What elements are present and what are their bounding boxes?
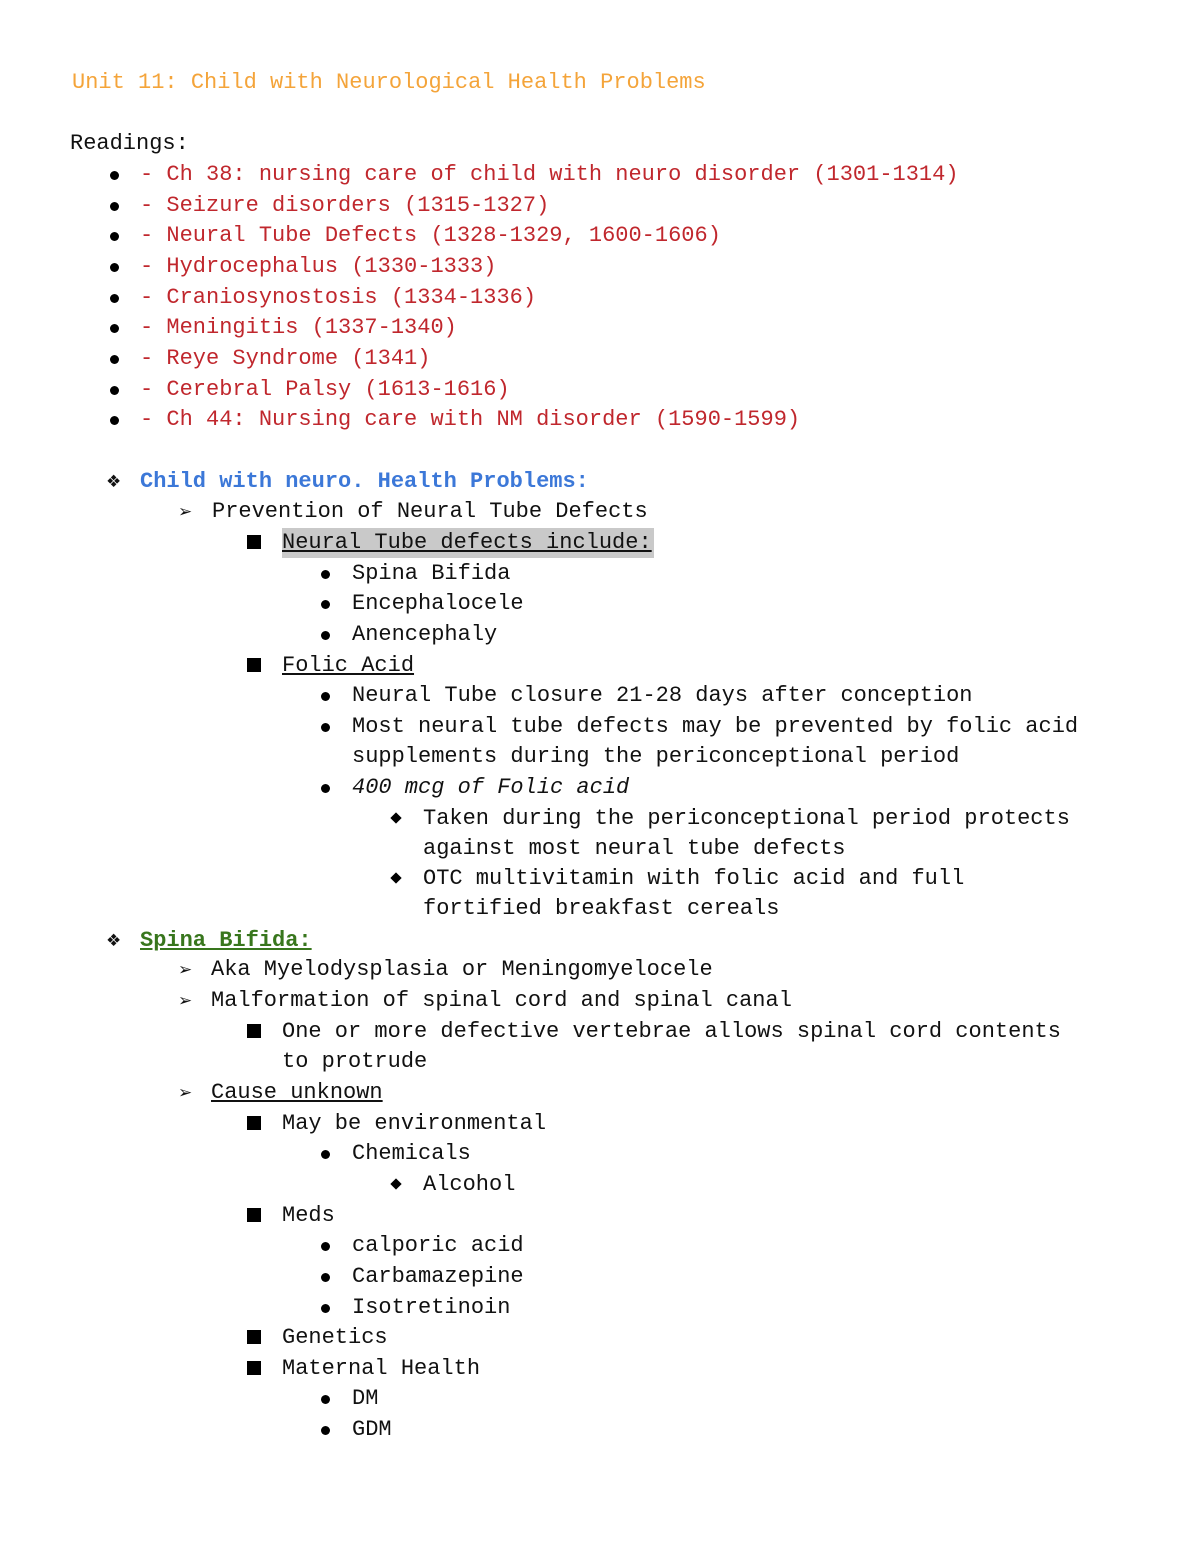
readings-label: Readings: xyxy=(70,131,189,156)
diamond-small-icon xyxy=(390,812,401,823)
folic-item: Neural Tube closure 21-28 days after conception xyxy=(352,683,973,708)
folic-item-continued: supplements during the periconceptional period xyxy=(352,744,960,769)
reading-item: - Ch 38: nursing care of child with neuro disorder (1301-1314) xyxy=(140,162,959,187)
arrow-bullet-icon: ➢ xyxy=(178,991,193,1011)
arrow-bullet-icon: ➢ xyxy=(178,960,193,980)
diamond-small-icon xyxy=(390,1178,401,1189)
prevention-item: Prevention of Neural Tube Defects xyxy=(212,499,648,524)
reading-item: - Meningitis (1337-1340) xyxy=(140,315,457,340)
meds-item: Meds xyxy=(282,1203,335,1228)
arrow-bullet-icon: ➢ xyxy=(178,1083,193,1103)
square-bullet-icon xyxy=(247,1208,261,1222)
ntd-item: Spina Bifida xyxy=(352,561,511,586)
bullet-dot-icon xyxy=(321,692,330,701)
ntd-item: Encephalocele xyxy=(352,591,524,616)
med-item: calporic acid xyxy=(352,1233,524,1258)
folic-acid-label: Folic Acid xyxy=(282,653,415,678)
reading-item: - Ch 44: Nursing care with NM disorder (1590-1599) xyxy=(140,407,801,432)
square-bullet-icon xyxy=(247,1330,261,1344)
bullet-dot-icon xyxy=(110,202,119,211)
environmental-item: May be environmental xyxy=(282,1111,547,1136)
folic-dose-item: 400 mcg of Folic acid xyxy=(352,775,630,800)
section-heading-neuro: Child with neuro. Health Problems: xyxy=(140,469,589,494)
reading-item: - Craniosynostosis (1334-1336) xyxy=(140,285,537,310)
page-title: Unit 11: Child with Neurological Health Problems xyxy=(72,70,706,95)
defective-item-continued: to protrude xyxy=(282,1049,428,1074)
reading-item: - Hydrocephalus (1330-1333) xyxy=(140,254,497,279)
arrow-bullet-icon: ➢ xyxy=(178,502,193,522)
bullet-dot-icon xyxy=(321,1304,330,1313)
bullet-dot-icon xyxy=(110,263,119,272)
diamond-bullet-icon: ❖ xyxy=(106,931,122,951)
square-bullet-icon xyxy=(247,658,261,672)
section-heading-spina-bifida: Spina Bifida: xyxy=(140,928,312,953)
ntd-item: Anencephaly xyxy=(352,622,498,647)
folic-sub-item-continued: fortified breakfast cereals xyxy=(423,896,780,921)
bullet-dot-icon xyxy=(321,1150,330,1159)
bullet-dot-icon xyxy=(321,784,330,793)
bullet-dot-icon xyxy=(110,416,119,425)
bullet-dot-icon xyxy=(321,1273,330,1282)
square-bullet-icon xyxy=(247,1116,261,1130)
bullet-dot-icon xyxy=(321,631,330,640)
bullet-dot-icon xyxy=(110,294,119,303)
ntd-include-label: Neural Tube defects include: xyxy=(282,528,654,558)
alcohol-item: Alcohol xyxy=(423,1172,516,1197)
bullet-dot-icon xyxy=(321,723,330,732)
genetics-item: Genetics xyxy=(282,1325,388,1350)
maternal-item: Maternal Health xyxy=(282,1356,481,1381)
folic-sub-item: OTC multivitamin with folic acid and full xyxy=(423,866,965,891)
bullet-dot-icon xyxy=(321,1426,330,1435)
defective-item: One or more defective vertebrae allows spinal cord contents xyxy=(282,1019,1061,1044)
folic-item: Most neural tube defects may be prevented by folic acid xyxy=(352,714,1079,739)
malformation-item: Malformation of spinal cord and spinal canal xyxy=(211,988,792,1013)
folic-sub-item-continued: against most neural tube defects xyxy=(423,836,846,861)
reading-item: - Reye Syndrome (1341) xyxy=(140,346,431,371)
bullet-dot-icon xyxy=(321,1395,330,1404)
reading-item: - Cerebral Palsy (1613-1616) xyxy=(140,377,510,402)
reading-item: - Seizure disorders (1315-1327) xyxy=(140,193,550,218)
bullet-dot-icon xyxy=(110,355,119,364)
bullet-dot-icon xyxy=(110,324,119,333)
square-bullet-icon xyxy=(247,1024,261,1038)
bullet-dot-icon xyxy=(321,570,330,579)
bullet-dot-icon xyxy=(110,386,119,395)
chemicals-item: Chemicals xyxy=(352,1141,471,1166)
aka-item: Aka Myelodysplasia or Meningomyelocele xyxy=(211,957,713,982)
bullet-dot-icon xyxy=(110,232,119,241)
folic-sub-item: Taken during the periconceptional period protects xyxy=(423,806,1070,831)
reading-item: - Neural Tube Defects (1328-1329, 1600-1606) xyxy=(140,223,721,248)
bullet-dot-icon xyxy=(110,171,119,180)
cause-item: Cause unknown xyxy=(211,1080,383,1105)
diamond-bullet-icon: ❖ xyxy=(106,472,122,492)
square-bullet-icon xyxy=(247,535,261,549)
diamond-small-icon xyxy=(390,872,401,883)
maternal-sub-item: GDM xyxy=(352,1417,392,1442)
bullet-dot-icon xyxy=(321,1242,330,1251)
maternal-sub-item: DM xyxy=(352,1386,379,1411)
med-item: Carbamazepine xyxy=(352,1264,524,1289)
med-item: Isotretinoin xyxy=(352,1295,511,1320)
square-bullet-icon xyxy=(247,1361,261,1375)
bullet-dot-icon xyxy=(321,600,330,609)
